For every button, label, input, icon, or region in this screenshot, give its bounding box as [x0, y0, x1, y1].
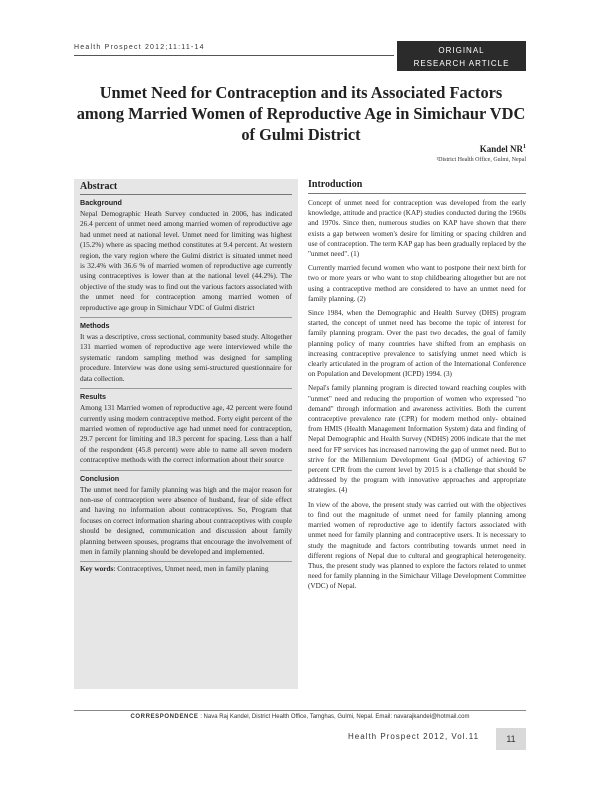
introduction-heading: Introduction — [308, 179, 526, 194]
correspondence-line — [74, 710, 526, 720]
introduction-section — [308, 179, 526, 596]
header-rule — [74, 55, 394, 56]
intro-paragraph: Concept of unmet need for contraception was developed from the early knowledge, attitude and practice (KAP) studies conducted during the 1960s and 1970s. Since then, numerous studies on KAP have shown that there exists a gap between women's desire for limiting or spacing children and use of contraception. The term KAP gap has been gradually replaced by the "unmet need". (1) — [308, 199, 526, 259]
article-type-badge — [397, 41, 526, 71]
methods-text: It was a descriptive, cross sectional, community based study. Altogether 131 married women of reproductive age were interviewed while the systematic random sampling method was designed for sampling procedure. Interview was done using semi-structured questionnaire for data collection. — [80, 332, 292, 383]
intro-paragraph: Nepal's family planning program is directed toward reaching couples with "unmet" need and reducing the proportion of women who expressed "no demand" through information and awareness activities. Both the current contraceptive prevalence rate (CPR) for modern method only- obtained from HMIS (Health Management Information System) data and finding of Nepal Demographic and Health Survey (NDHS) 2006 indicate that the met need for FP services has increased narrowing the gap of unmet need. But to strive for the Millennium Development Goal (MDG) of achieving 67 percent CPR from the current level by 2015 is a challenge that should be addressed by the program with innovative approaches and appropriate strategies. (4) — [308, 384, 526, 495]
author-name — [480, 144, 526, 154]
methods-heading: Methods — [80, 321, 110, 331]
intro-paragraph: Currently married fecund women who want to postpone their next birth for two or more years or who want to stop childbearing altogether but are not using a contraceptive method are considered to have an unmet need for family planning. (2) — [308, 264, 526, 303]
background-heading: Background — [80, 198, 122, 207]
results-heading: Results — [80, 392, 106, 402]
page-number: 11 — [496, 728, 526, 750]
keywords-text: : Contraceptives, Unmet need, men in family planing — [113, 564, 269, 574]
keywords-label: Key words — [80, 564, 114, 574]
conclusion-text: The unmet need for family planning was high and the major reason for non-use of contraception were absence of husband, fear of side effect and having no information about contraceptives. So, Program that focuses on correct information sharing about contraceptives with couple should be designed, communication and discussion about family planning between spouses, programs that encourage the involvement of men in family planning should be developed and implemented. — [80, 484, 292, 556]
correspondence-text: : Nava Raj Kandel, District Health Office, Tamghas, Gulmi, Nepal. Email: navarajkandel@hotmail.com — [200, 714, 470, 720]
section-divider — [80, 561, 292, 562]
badge-line-2: RESEARCH ARTICLE — [413, 59, 510, 68]
badge-line-1: ORIGINAL — [438, 46, 485, 55]
correspondence-label: CORRESPONDENCE — [130, 714, 199, 720]
abstract-box — [74, 179, 298, 689]
author-superscript: 1 — [523, 144, 526, 150]
article-title: Unmet Need for Contraception and its Associated Factors among Married Women of Reproductive Age in Simichaur VDC of Gulmi District — [76, 83, 526, 144]
section-divider — [80, 470, 292, 471]
footer-journal: Health Prospect 2012, Vol.11 — [348, 732, 480, 741]
abstract-heading: Abstract — [80, 181, 292, 195]
intro-paragraph: Since 1984, when the Demographic and Health Survey (DHS) program started, the concept of unmet need has become the topic of interest for family planning program. Over the past two decades, the goal of family planning policy of many countries have shifted from an emphasis on increasing contraceptive prevalence to satisfying unmet need which is clearly articulated in the program of action of the International Conference on Population and Development (ICPD) 1994. (3) — [308, 309, 526, 379]
conclusion-heading: Conclusion — [80, 473, 120, 483]
author-name-text: Kandel NR — [479, 144, 523, 154]
intro-paragraph: In view of the above, the present study was carried out with the objectives to find out the magnitude of unmet need for family planning among married women of reproductive age to identify factors associated with unmet need for family planning and contraceptive users. It is necessary to study the magnitude and factors contributing towards unmet need in different regions of Nepal due to cultural and geographical heterogeneity. Thus, the present study was planned to explore the factors related to unmet need for family planning in the Simichaur Village Development Committee (VDC) of Nepal. — [308, 500, 526, 591]
journal-citation: Health Prospect 2012;11:11-14 — [74, 44, 205, 51]
keywords — [80, 564, 292, 574]
background-text: Nepal Demographic Heath Survey conducted in 2006, has indicated 26.4 percent of unmet need among married women of reproductive age had unmet need at national level. Unmet need for limiting was highest (15.2%) where as spacing method constitutes at 9.4 percent. At western region, the vary region where the Gulmi district is situated unmet need is 32.4% with 36.6 % of married women of reproductive age currently using contraceptives is lower than at the national level (44.2%). The objective of the study was to find out the various factors associated with the unmet need for contraception among married women of reproductive age group in Simichaur VDC of Gulmi district — [80, 209, 292, 312]
section-divider — [80, 388, 292, 389]
author-affiliation: ¹District Health Office, Gulmi, Nepal — [436, 157, 526, 163]
section-divider — [80, 317, 292, 318]
results-text: Among 131 Married women of reproductive age, 42 percent were found currently using modern contraceptive method. Forty eight percent of the married women of reproductive age had unmet need for contraception, 29.7 percent for limiting and 18.3 percent for spacing. Less than a half of the respondent (45.8 percent) were able to name all seven modern contraceptive methods with the correct information about their source — [80, 403, 292, 465]
